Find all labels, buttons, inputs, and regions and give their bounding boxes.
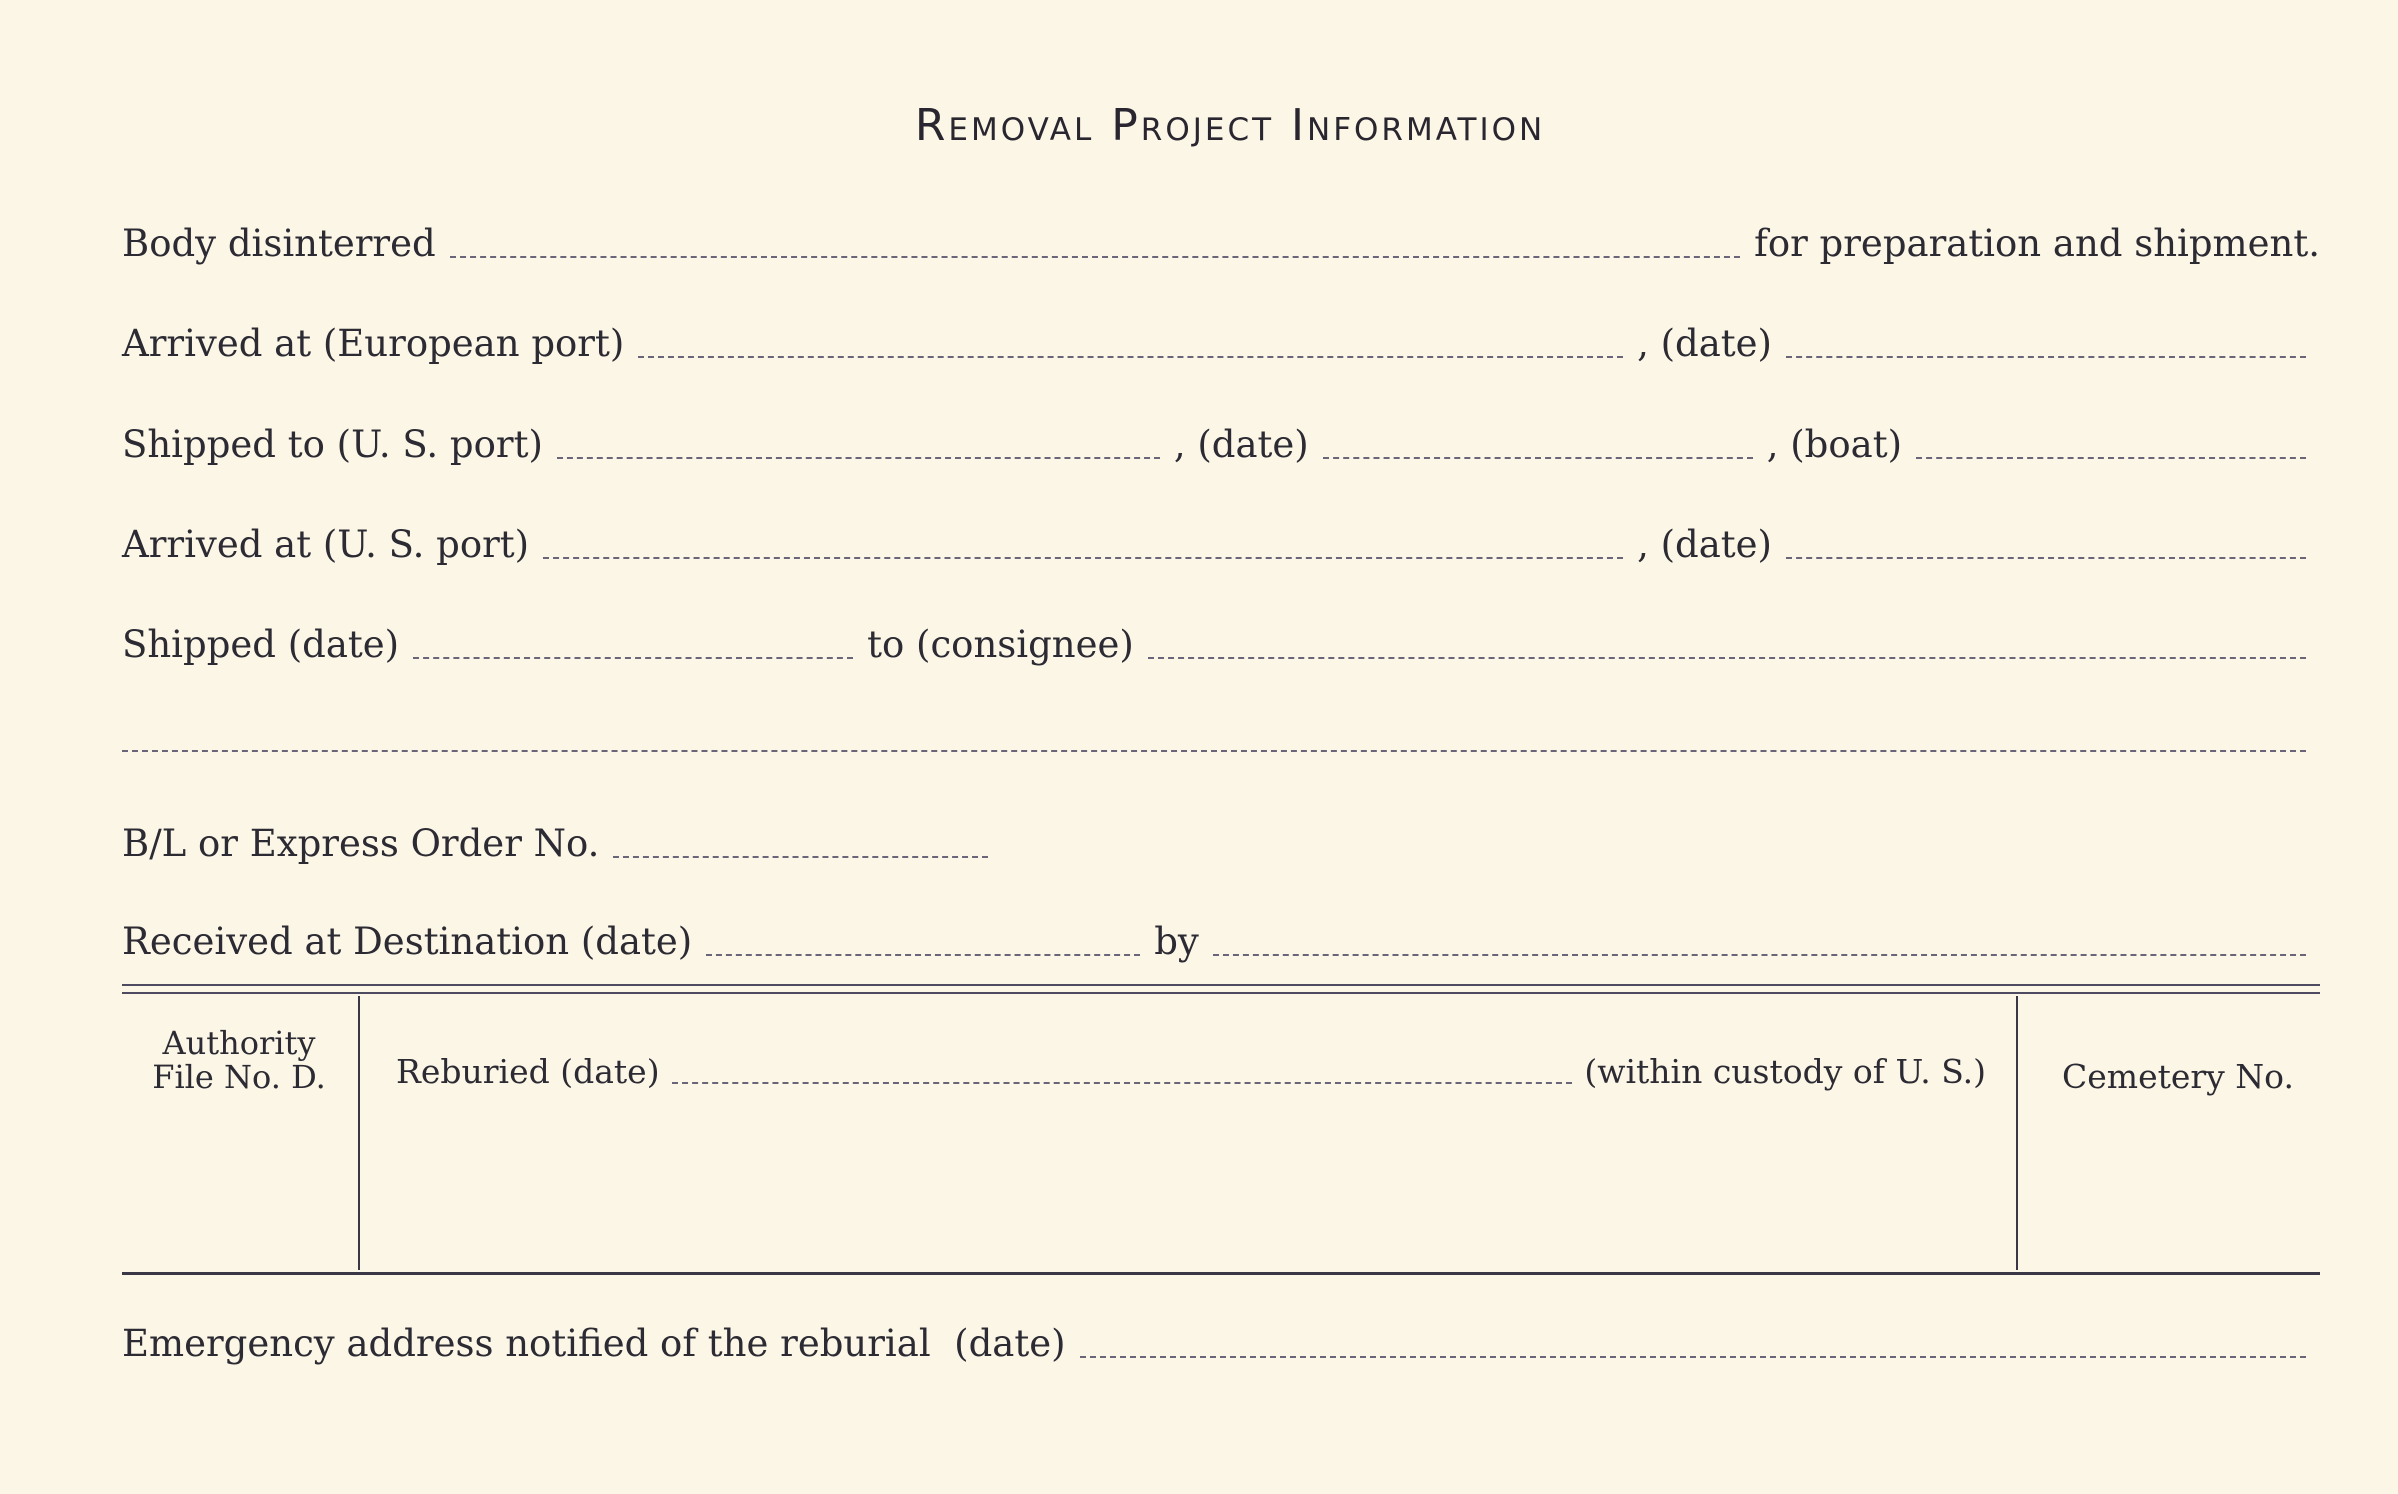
boat-label: , (boat)	[1766, 423, 1902, 466]
received-date-field[interactable]	[706, 953, 1140, 956]
table-bottom-rule	[122, 1272, 2320, 1275]
preparation-shipment-label: for preparation and shipment.	[1754, 222, 2320, 265]
shipped-date-field[interactable]	[413, 656, 853, 659]
shipped-to-us-date-label: , (date)	[1173, 423, 1309, 466]
by-label: by	[1154, 920, 1199, 963]
us-port-field[interactable]	[557, 456, 1160, 459]
cemetery-no-label: Cemetery No.	[2062, 1057, 2294, 1096]
shipped-to-us-label: Shipped to (U. S. port)	[122, 423, 543, 466]
page-title: Removal Project Information	[914, 100, 1546, 151]
authority-cell	[150, 1026, 328, 1094]
received-by-field[interactable]	[1213, 953, 2306, 956]
arrived-european-date-field[interactable]	[1786, 355, 2306, 358]
shipped-date-label: Shipped (date)	[122, 623, 400, 666]
table-divider-left	[358, 996, 360, 1270]
body-disinterred-label: Body disinterred	[122, 222, 436, 265]
european-port-field[interactable]	[638, 355, 1623, 358]
arrived-us-date-field[interactable]	[1786, 556, 2306, 559]
bl-order-label: B/L or Express Order No.	[122, 822, 600, 865]
arrived-us-port-field[interactable]	[543, 556, 1623, 559]
arrived-european-row	[122, 322, 2320, 372]
table-top-rule-2	[122, 992, 2320, 994]
body-disinterred-field[interactable]	[450, 255, 1740, 258]
consignee-continuation-row	[122, 716, 2320, 766]
consignee-continuation-field[interactable]	[122, 749, 2306, 752]
body-disinterred-row	[122, 222, 2320, 272]
authority-label: Authority	[162, 1024, 316, 1062]
emergency-row	[122, 1322, 2320, 1372]
reburied-date-field[interactable]	[672, 1081, 1573, 1084]
shipped-date-row	[122, 623, 2320, 673]
boat-field[interactable]	[1916, 456, 2306, 459]
arrived-european-label: Arrived at (European port)	[122, 322, 625, 365]
bl-order-field[interactable]	[613, 855, 988, 858]
shipped-to-us-row	[122, 423, 2320, 473]
emergency-label: Emergency address notified of the reburial (date)	[122, 1322, 1066, 1365]
table-top-rule-1	[122, 984, 2320, 986]
consignee-label: to (consignee)	[867, 623, 1134, 666]
emergency-date-field[interactable]	[1080, 1355, 2306, 1358]
table-divider-right	[2016, 996, 2018, 1270]
consignee-field[interactable]	[1148, 656, 2306, 659]
reburied-row	[396, 1052, 1986, 1096]
arrived-european-date-label: , (date)	[1637, 322, 1772, 365]
file-no-label: File No. D.	[152, 1058, 326, 1096]
bl-order-row	[122, 822, 1002, 872]
arrived-us-date-label: , (date)	[1637, 523, 1772, 566]
received-label: Received at Destination (date)	[122, 920, 693, 963]
arrived-us-label: Arrived at (U. S. port)	[122, 523, 530, 566]
arrived-us-row	[122, 523, 2320, 573]
reburied-label: Reburied (date)	[396, 1052, 660, 1091]
shipped-to-us-date-field[interactable]	[1323, 456, 1753, 459]
custody-label: (within custody of U. S.)	[1584, 1052, 1986, 1091]
received-row	[122, 920, 2320, 970]
